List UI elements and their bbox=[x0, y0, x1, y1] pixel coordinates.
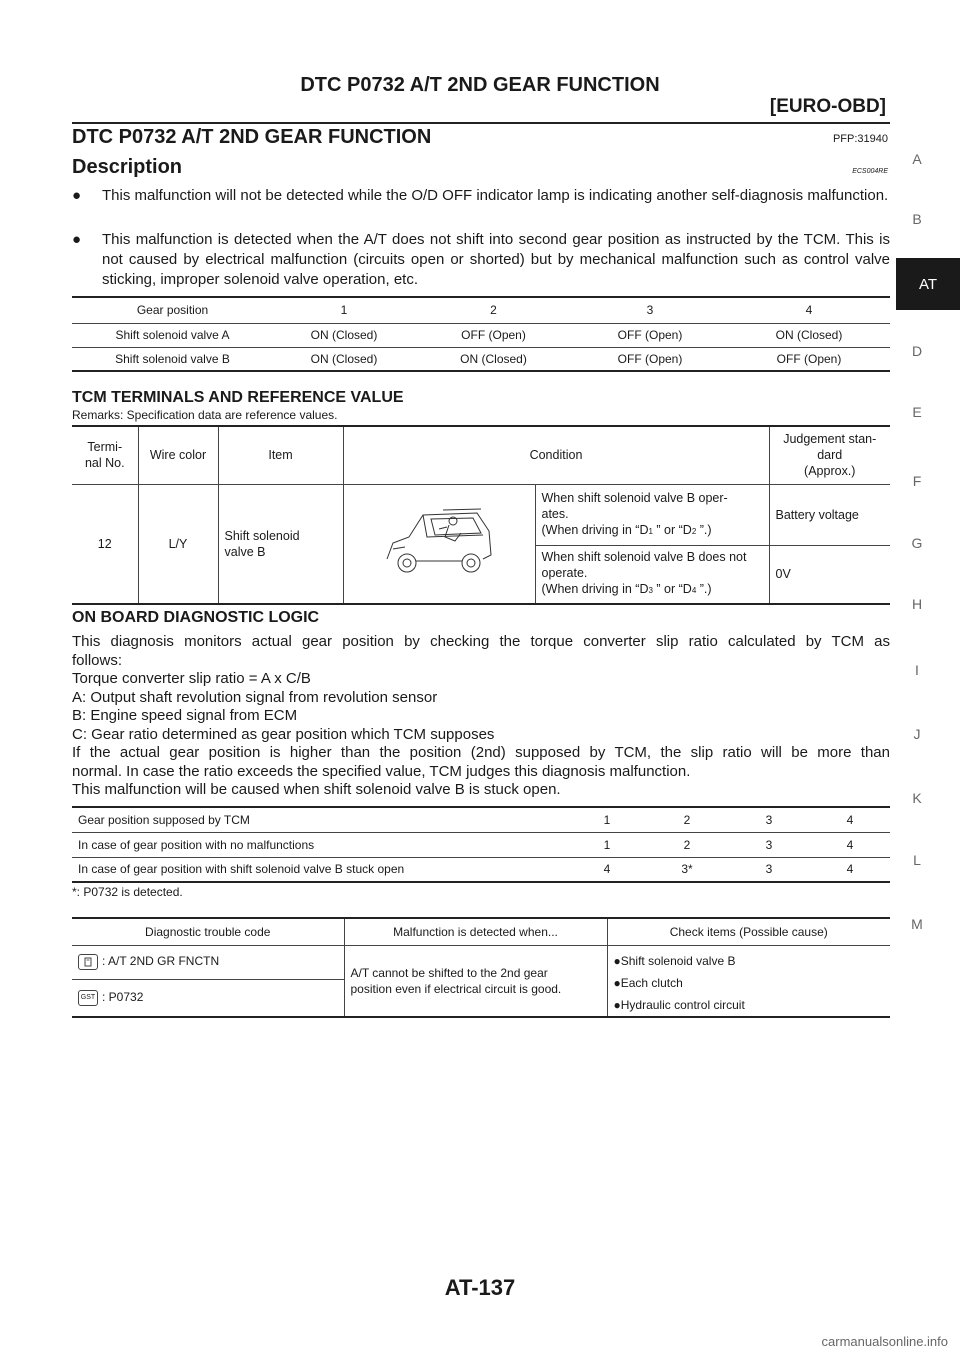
table-cell: 1 bbox=[568, 807, 646, 832]
table-header: Malfunction is detected when... bbox=[344, 918, 607, 945]
logic-heading: ON BOARD DIAGNOSTIC LOGIC bbox=[72, 609, 320, 626]
table-cell: 1 bbox=[568, 832, 646, 857]
header-rule bbox=[72, 122, 890, 124]
table-cell: 3 bbox=[728, 807, 810, 832]
value-battery-voltage: Battery voltage bbox=[769, 484, 890, 545]
bullet-text: This malfunction will not be detected while the O/D OFF indicator lamp is indicating another self-diagnosis malfunction. bbox=[102, 187, 889, 204]
table-cell: ON (Closed) bbox=[273, 323, 415, 347]
tcm-remarks: Remarks: Specification data are reference values. bbox=[72, 408, 338, 422]
table-cell: 2 bbox=[646, 807, 728, 832]
footnote: *: P0732 is detected. bbox=[72, 885, 183, 899]
table-cell: Gear position bbox=[72, 297, 273, 323]
table-cell: 4 bbox=[810, 807, 890, 832]
table-cell: OFF (Open) bbox=[776, 351, 842, 366]
condition-not-operate: When shift solenoid valve B does not operate. (When driving in “D3 ” or “D4 ”.) bbox=[535, 545, 769, 604]
bullet-dot: ● bbox=[72, 231, 82, 248]
table-row bbox=[72, 857, 890, 882]
page-number: AT-137 bbox=[444, 1275, 516, 1300]
index-letter-k[interactable]: K bbox=[912, 790, 922, 806]
table-row bbox=[72, 832, 890, 857]
index-letter-l[interactable]: L bbox=[913, 852, 921, 868]
condition-header: Condition bbox=[343, 426, 769, 484]
index-letter-j[interactable]: J bbox=[913, 726, 921, 742]
table-cell: 4 bbox=[728, 297, 890, 323]
judgement-header: Judgement stan- dard (Approx.) bbox=[769, 426, 890, 484]
table-row bbox=[72, 945, 890, 980]
dtc-consult-code: : A/T 2ND GR FNCTN bbox=[72, 945, 344, 980]
car-driver-icon bbox=[383, 507, 495, 577]
section-title: DTC P0732 A/T 2ND GEAR FUNCTION bbox=[72, 126, 432, 148]
index-letter-h[interactable]: H bbox=[911, 596, 923, 612]
table-cell: Shift solenoid valve A bbox=[72, 323, 273, 347]
wire-color: L/Y bbox=[138, 484, 218, 604]
table-cell: ON (Closed) bbox=[460, 351, 527, 366]
logic-text: This diagnosis monitors actual gear position by checking the torque converter slip ratio calculated by TCM as follows: Torque converter slip ratio = A x C/B A: Output shaft revolution signal from revolution sensor B: Engine speed signal from ECM C: Gear ratio determined as gear position which TCM supposes If the actual gear position is higher than the position (2nd) supposed by TCM, the slip ratio will be more than normal. In case the ratio exceeds the specified value, TCM judges this diagnosis malfunction. This malfunction will be caused when shift solenoid valve B is stuck open. bbox=[72, 633, 890, 798]
list-item: ●Hydraulic control circuit bbox=[613, 997, 745, 1012]
bullet-text: This malfunction is detected when the A/T does not shift into second gear position as instructed by the TCM. This is not caused by electrical malfunction (circuits open or shorted) but by mechanical malfunction such as control valve sticking, improper solenoid valve operation, etc. bbox=[102, 231, 890, 288]
dtc-gst-code: GST : P0732 bbox=[72, 980, 344, 1017]
description-bullet-2 bbox=[72, 230, 890, 290]
check-items bbox=[607, 945, 890, 1017]
terminal-number: 12 bbox=[72, 484, 138, 604]
terminal-header: Termi- nal No. bbox=[72, 426, 138, 484]
table-cell: ON (Closed) bbox=[310, 351, 378, 366]
description-heading: Description bbox=[72, 156, 183, 178]
gear-position-table bbox=[72, 296, 890, 372]
table-row bbox=[72, 347, 890, 371]
table-cell: 2 bbox=[415, 297, 572, 323]
malfunction-condition: A/T cannot be shifted to the 2nd gear position even if electrical circuit is good. bbox=[344, 945, 607, 1017]
table-cell: 3* bbox=[681, 862, 693, 877]
table-header: Check items (Possible cause) bbox=[607, 918, 890, 945]
table-cell: OFF (Open) bbox=[415, 323, 572, 347]
table-row bbox=[72, 323, 890, 347]
table-cell: OFF (Open) bbox=[617, 351, 683, 366]
table-cell: 3 bbox=[572, 297, 728, 323]
index-letter-e[interactable]: E bbox=[912, 404, 922, 420]
table-row bbox=[72, 426, 890, 484]
index-letter-a[interactable]: A bbox=[912, 151, 922, 167]
index-letter-b[interactable]: B bbox=[912, 211, 922, 227]
driving-car-illustration bbox=[343, 484, 535, 604]
index-letter-d[interactable]: D bbox=[911, 343, 923, 359]
index-letter-i[interactable]: I bbox=[915, 662, 919, 678]
index-letter-m[interactable]: M bbox=[911, 916, 923, 932]
index-tab-active[interactable]: AT bbox=[896, 258, 960, 310]
list-item: ●Each clutch bbox=[613, 975, 683, 990]
table-cell: In case of gear position with shift solenoid valve B stuck open bbox=[78, 862, 405, 877]
page-header-title: DTC P0732 A/T 2ND GEAR FUNCTION bbox=[300, 74, 660, 96]
description-bullet-1 bbox=[72, 186, 890, 206]
value-zero-volt: 0V bbox=[769, 545, 890, 604]
table-row bbox=[72, 297, 890, 323]
supposed-gear-table bbox=[72, 806, 890, 883]
page-header-subtitle: [EURO-OBD] bbox=[769, 96, 886, 117]
table-row bbox=[72, 484, 890, 545]
wire-color-header: Wire color bbox=[138, 426, 218, 484]
condition-operates: When shift solenoid valve B oper- ates. (When driving in “D1 ” or “D2 ”.) bbox=[535, 484, 769, 545]
tcm-terminal-table bbox=[72, 425, 890, 605]
table-cell: 2 bbox=[646, 832, 728, 857]
table-cell: 3 bbox=[765, 862, 773, 877]
table-cell: 4 bbox=[846, 862, 854, 877]
dtc-table bbox=[72, 917, 890, 1018]
table-cell: Shift solenoid valve B bbox=[115, 351, 230, 366]
consult-icon bbox=[78, 954, 98, 970]
table-cell: Gear position supposed by TCM bbox=[72, 807, 568, 832]
description-code: ECS004RE bbox=[852, 168, 888, 175]
table-cell: 4 bbox=[603, 862, 611, 877]
bullet-dot: ● bbox=[72, 187, 82, 204]
table-cell: OFF (Open) bbox=[572, 323, 728, 347]
gst-icon: GST bbox=[78, 990, 98, 1006]
index-letter-f[interactable]: F bbox=[912, 473, 922, 489]
section-code: PFP:31940 bbox=[832, 133, 888, 145]
tcm-heading: TCM TERMINALS AND REFERENCE VALUE bbox=[72, 389, 404, 406]
table-cell: ON (Closed) bbox=[728, 323, 890, 347]
table-cell: 4 bbox=[810, 832, 890, 857]
table-cell: 3 bbox=[728, 832, 810, 857]
table-cell: In case of gear position with no malfunctions bbox=[72, 832, 568, 857]
table-row bbox=[72, 807, 890, 832]
table-row bbox=[72, 918, 890, 945]
item-name: Shift solenoid valve B bbox=[218, 484, 343, 604]
index-letter-g[interactable]: G bbox=[911, 535, 923, 551]
watermark: carmanualsonline.info bbox=[821, 1334, 948, 1349]
table-header: Diagnostic trouble code bbox=[72, 918, 344, 945]
list-item: ●Shift solenoid valve B bbox=[613, 953, 736, 968]
item-header: Item bbox=[218, 426, 343, 484]
table-cell: 1 bbox=[273, 297, 415, 323]
